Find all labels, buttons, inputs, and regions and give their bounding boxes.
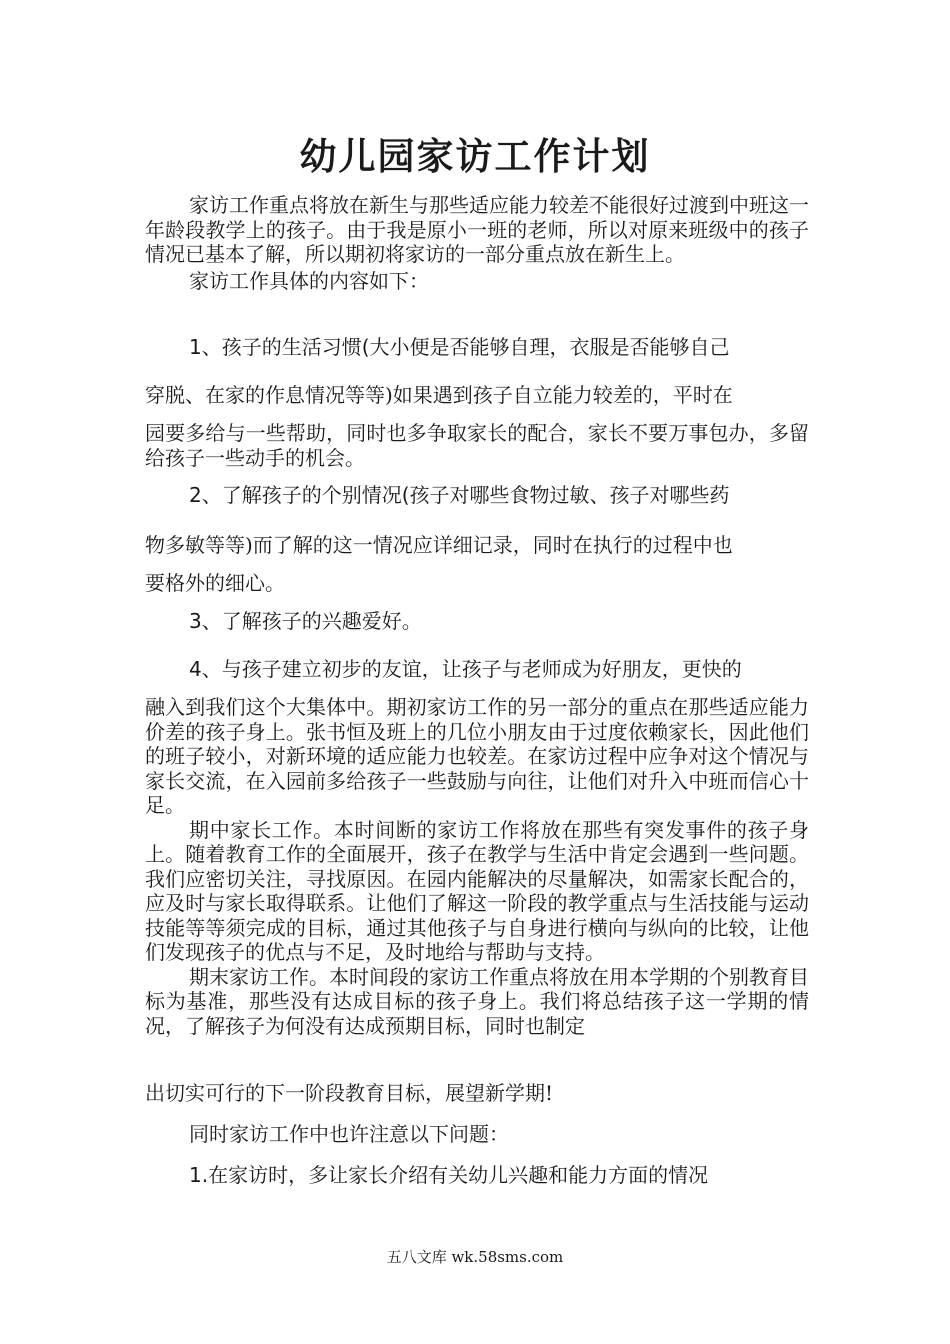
note-item-1: 1.在家访时，多让家长介绍有关幼儿兴趣和能力方面的情况 — [189, 1163, 709, 1187]
closing-section — [145, 1076, 809, 1193]
list-item-2: 2、了解孩子的个别情况(孩子对哪些食物过敏、孩子对哪些药 — [189, 483, 730, 507]
paragraph-final: 期末家访工作。本时间段的家访工作重点将放在用本学期的个别教育目标为基准，那些没有达成目标的孩子身上。我们将总结孩子这一学期的情况，了解孩子为何没有达成预期目标，同时也制定 — [145, 964, 809, 1038]
list-section-2c — [145, 562, 809, 604]
list-section-1c — [145, 421, 809, 470]
list-section-4b — [145, 695, 809, 1038]
list-item-1: 1、孩子的生活习惯(大小便是否能够自理，衣服是否能够自己 — [189, 335, 730, 359]
list-item-2-cont: 物多敏等等)而了解的这一情况应详细记录，同时在执行的过程中也 — [145, 533, 733, 557]
list-section-2 — [145, 474, 809, 516]
document-body — [145, 193, 809, 293]
list-section-1 — [145, 326, 809, 368]
list-item-4: 4、与孩子建立初步的友谊，让孩子与老师成为好朋友，更快的 — [189, 657, 742, 681]
list-section-3 — [145, 600, 809, 642]
document-title: 幼儿园家访工作计划 — [299, 134, 651, 178]
paragraph-content-heading: 家访工作具体的内容如下： — [189, 268, 429, 293]
list-item-1-cont2: 园要多给与一些帮助，同时也多争取家长的配合，家长不要万事包办，多留给孩子一些动手的机会。 — [145, 421, 809, 470]
list-item-2-cont2: 要格外的细心。 — [145, 571, 285, 595]
list-section-1b — [145, 374, 809, 416]
paragraph-notes-heading: 同时家访工作中也许注意以下问题： — [189, 1122, 509, 1146]
page-footer: 五八文库 wk.58sms.com — [386, 1248, 564, 1266]
list-item-1-cont: 穿脱、在家的作息情况等等)如果遇到孩子自立能力较差的，平时在 — [145, 383, 733, 407]
paragraph-midterm: 期中家长工作。本时间断的家访工作将放在那些有突发事件的孩子身上。随着教育工作的全面展开，孩子在教学与生活中肯定会遇到一些问题。我们应密切关注，寻找原因。在园内能解决的尽量解决，如需家长配合的，应及时与家长取得联系。让他们了解这一阶段的教学重点与生活技能与运动技能等等须完成的目标，通过其他孩子与自身进行横向与纵向的比较，让他们发现孩子的优点与不足，及时地给与帮助与支持。 — [145, 817, 809, 964]
paragraph-intro: 家访工作重点将放在新生与那些适应能力较差不能很好过渡到中班这一年龄段教学上的孩子。由于我是原小一班的老师，所以对原来班级中的孩子情况已基本了解，所以期初将家访的一部分重点放在新生上。 — [145, 193, 809, 266]
list-section-4 — [145, 648, 809, 690]
list-item-4-cont: 融入到我们这个大集体中。期初家访工作的另一部分的重点在那些适应能力价差的孩子身上。张书恒及班上的几位小朋友由于过度依赖家长，因此他们的班子较小，对新环境的适应能力也较差。在家访过程中应争对这个情况与家长交流，在入园前多给孩子一些鼓励与向往，让他们对升入中班而信心十足。 — [145, 695, 809, 817]
list-item-3: 3、了解孩子的兴趣爱好。 — [189, 609, 422, 633]
list-section-2b — [145, 524, 809, 566]
paragraph-final-cont: 出切实可行的下一阶段教育目标，展望新学期! — [145, 1081, 554, 1105]
